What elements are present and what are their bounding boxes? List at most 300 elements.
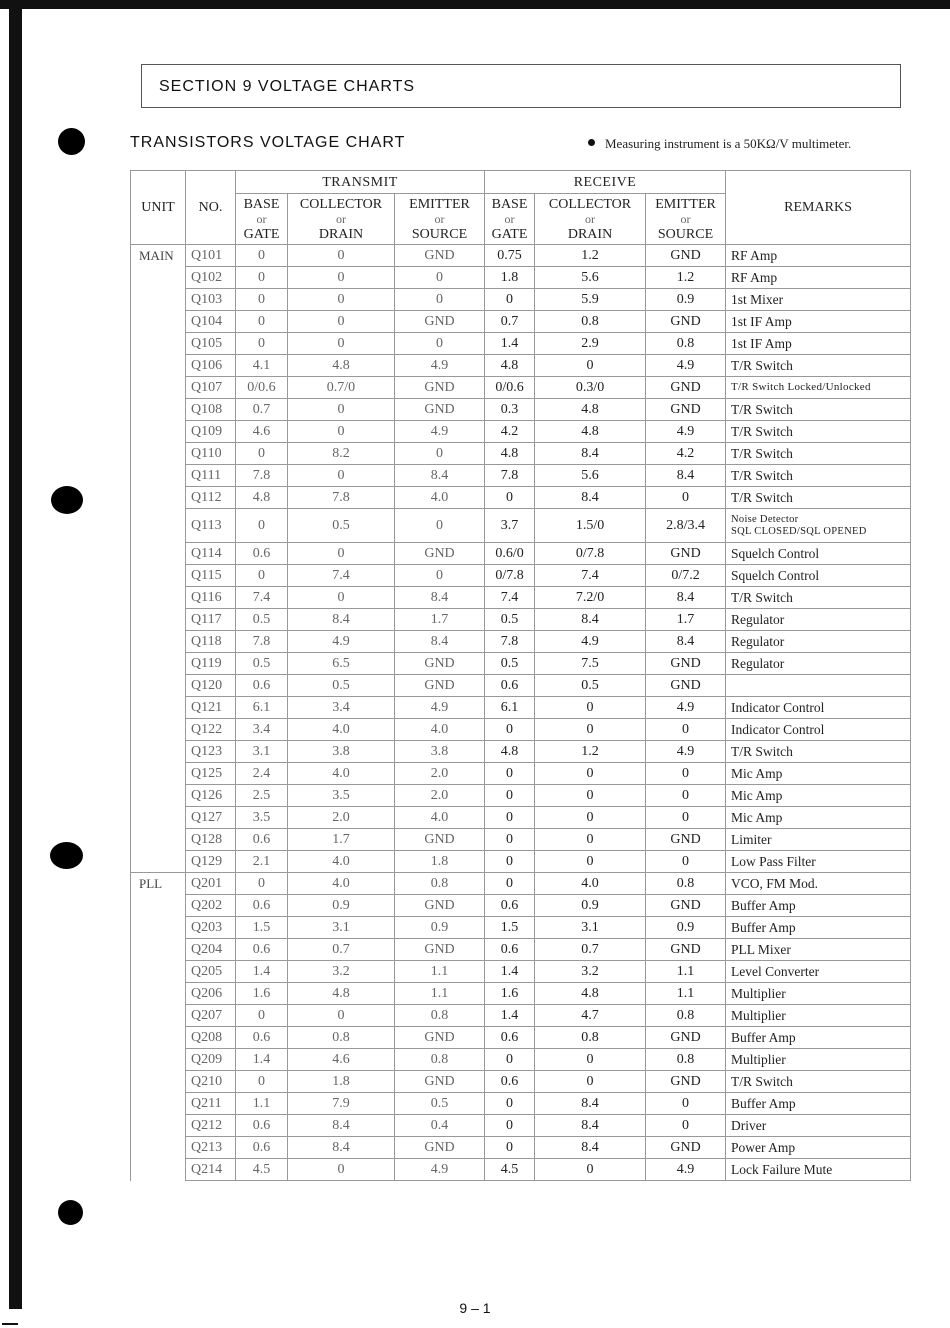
transistor-no: Q209 bbox=[186, 1049, 236, 1071]
table-row bbox=[131, 245, 911, 267]
cell-tx-emitter: 4.9 bbox=[395, 421, 485, 443]
header-tx-collector: COLLECTOR or DRAIN bbox=[288, 194, 395, 245]
remarks-cell: Driver bbox=[726, 1115, 911, 1137]
cell-tx-emitter: GND bbox=[395, 895, 485, 917]
remarks-cell: Regulator bbox=[726, 609, 911, 631]
cell-tx-collector: 0.7 bbox=[288, 939, 395, 961]
cell-tx-collector: 0 bbox=[288, 1159, 395, 1181]
table-row bbox=[131, 267, 911, 289]
cell-rx-base: 0.6 bbox=[485, 1071, 535, 1093]
cell-rx-emitter: 1.2 bbox=[646, 267, 726, 289]
unit-cell bbox=[131, 719, 186, 741]
cell-tx-base: 0.6 bbox=[236, 829, 288, 851]
cell-tx-collector: 0 bbox=[288, 587, 395, 609]
unit-cell bbox=[131, 675, 186, 697]
transistor-no: Q126 bbox=[186, 785, 236, 807]
unit-cell bbox=[131, 1005, 186, 1027]
cell-tx-collector: 4.9 bbox=[288, 631, 395, 653]
cell-rx-collector: 4.8 bbox=[535, 983, 646, 1005]
cell-tx-base: 1.6 bbox=[236, 983, 288, 1005]
cell-rx-base: 0.7 bbox=[485, 311, 535, 333]
unit-cell bbox=[131, 653, 186, 675]
cell-rx-emitter: GND bbox=[646, 895, 726, 917]
cell-rx-collector: 0 bbox=[535, 763, 646, 785]
cell-rx-collector: 0.8 bbox=[535, 311, 646, 333]
cell-tx-base: 0.6 bbox=[236, 1137, 288, 1159]
cell-tx-base: 0.6 bbox=[236, 895, 288, 917]
cell-rx-emitter: GND bbox=[646, 653, 726, 675]
cell-rx-emitter: GND bbox=[646, 311, 726, 333]
cell-tx-emitter: 0 bbox=[395, 565, 485, 587]
transistor-no: Q106 bbox=[186, 355, 236, 377]
cell-tx-base: 0 bbox=[236, 1071, 288, 1093]
header-rx-collector: COLLECTOR or DRAIN bbox=[535, 194, 646, 245]
cell-rx-base: 0 bbox=[485, 1137, 535, 1159]
table-row bbox=[131, 851, 911, 873]
cell-tx-base: 3.4 bbox=[236, 719, 288, 741]
transistor-no: Q103 bbox=[186, 289, 236, 311]
unit-cell bbox=[131, 543, 186, 565]
remarks-cell: Lock Failure Mute bbox=[726, 1159, 911, 1181]
unit-cell bbox=[131, 1159, 186, 1181]
transistor-no: Q110 bbox=[186, 443, 236, 465]
cell-rx-base: 0 bbox=[485, 763, 535, 785]
header-unit: UNIT bbox=[131, 171, 186, 245]
cell-rx-emitter: GND bbox=[646, 675, 726, 697]
header-transmit: TRANSMIT bbox=[236, 171, 485, 194]
cell-rx-base: 1.6 bbox=[485, 983, 535, 1005]
cell-tx-base: 0.7 bbox=[236, 399, 288, 421]
header-rx-emitter: EMITTER or SOURCE bbox=[646, 194, 726, 245]
cell-tx-base: 0 bbox=[236, 565, 288, 587]
cell-tx-emitter: 4.9 bbox=[395, 697, 485, 719]
cell-rx-collector: 7.4 bbox=[535, 565, 646, 587]
cell-rx-emitter: 0.8 bbox=[646, 1005, 726, 1027]
cell-tx-emitter: 1.1 bbox=[395, 983, 485, 1005]
cell-rx-base: 4.5 bbox=[485, 1159, 535, 1181]
cell-tx-base: 0.5 bbox=[236, 609, 288, 631]
header-no: NO. bbox=[186, 171, 236, 245]
unit-cell bbox=[131, 587, 186, 609]
unit-cell bbox=[131, 487, 186, 509]
punch-hole-icon bbox=[50, 842, 83, 869]
unit-cell bbox=[131, 851, 186, 873]
unit-cell bbox=[131, 333, 186, 355]
remarks-line: SQL CLOSED/SQL OPENED bbox=[731, 525, 867, 537]
cell-rx-collector: 8.4 bbox=[535, 609, 646, 631]
cell-rx-collector: 0 bbox=[535, 719, 646, 741]
unit-cell bbox=[131, 1027, 186, 1049]
transistor-no: Q202 bbox=[186, 895, 236, 917]
transistor-no: Q109 bbox=[186, 421, 236, 443]
cell-tx-collector: 6.5 bbox=[288, 653, 395, 675]
unit-cell bbox=[131, 763, 186, 785]
remarks-cell: T/R Switch bbox=[726, 421, 911, 443]
cell-tx-base: 1.1 bbox=[236, 1093, 288, 1115]
cell-rx-emitter: GND bbox=[646, 399, 726, 421]
unit-cell bbox=[131, 1115, 186, 1137]
cell-tx-collector: 4.6 bbox=[288, 1049, 395, 1071]
cell-rx-collector: 4.8 bbox=[535, 399, 646, 421]
cell-tx-collector: 0 bbox=[288, 289, 395, 311]
cell-rx-collector: 0 bbox=[535, 851, 646, 873]
remarks-cell: Limiter bbox=[726, 829, 911, 851]
unit-cell bbox=[131, 377, 186, 399]
unit-cell bbox=[131, 1137, 186, 1159]
cell-rx-base: 0 bbox=[485, 851, 535, 873]
cell-tx-emitter: GND bbox=[395, 675, 485, 697]
cell-tx-emitter: 0.9 bbox=[395, 917, 485, 939]
cell-tx-base: 0.6 bbox=[236, 675, 288, 697]
cell-tx-collector: 4.0 bbox=[288, 873, 395, 895]
transistor-no: Q127 bbox=[186, 807, 236, 829]
cell-tx-emitter: 0.4 bbox=[395, 1115, 485, 1137]
cell-rx-collector: 8.4 bbox=[535, 1137, 646, 1159]
cell-tx-emitter: 0 bbox=[395, 267, 485, 289]
cell-rx-base: 1.4 bbox=[485, 1005, 535, 1027]
cell-rx-collector: 0 bbox=[535, 1071, 646, 1093]
top-border bbox=[0, 0, 950, 9]
table-row bbox=[131, 983, 911, 1005]
remarks-cell: T/R Switch bbox=[726, 1071, 911, 1093]
unit-cell bbox=[131, 1093, 186, 1115]
note-text: Measuring instrument is a 50KΩ/V multimeter. bbox=[605, 136, 852, 151]
cell-tx-emitter: 0.5 bbox=[395, 1093, 485, 1115]
cell-rx-collector: 8.4 bbox=[535, 1093, 646, 1115]
cell-tx-base: 4.6 bbox=[236, 421, 288, 443]
transistor-no: Q120 bbox=[186, 675, 236, 697]
transistor-no: Q201 bbox=[186, 873, 236, 895]
unit-cell bbox=[131, 1049, 186, 1071]
cell-rx-base: 4.8 bbox=[485, 741, 535, 763]
remarks-cell: T/R Switch bbox=[726, 741, 911, 763]
transistor-no: Q118 bbox=[186, 631, 236, 653]
cell-tx-emitter: 4.0 bbox=[395, 807, 485, 829]
cell-rx-collector: 2.9 bbox=[535, 333, 646, 355]
transistor-no: Q129 bbox=[186, 851, 236, 873]
transistor-no: Q112 bbox=[186, 487, 236, 509]
cell-tx-base: 0 bbox=[236, 1005, 288, 1027]
cell-tx-collector: 4.8 bbox=[288, 355, 395, 377]
cell-tx-base: 0.6 bbox=[236, 543, 288, 565]
transistor-no: Q122 bbox=[186, 719, 236, 741]
cell-tx-emitter: GND bbox=[395, 653, 485, 675]
cell-rx-emitter: 0 bbox=[646, 763, 726, 785]
table-row bbox=[131, 399, 911, 421]
cell-rx-emitter: 0 bbox=[646, 807, 726, 829]
table-row bbox=[131, 377, 911, 399]
cell-tx-base: 4.1 bbox=[236, 355, 288, 377]
cell-rx-emitter: GND bbox=[646, 1137, 726, 1159]
cell-rx-emitter: 4.2 bbox=[646, 443, 726, 465]
remarks-cell: Indicator Control bbox=[726, 697, 911, 719]
cell-tx-collector: 1.8 bbox=[288, 1071, 395, 1093]
unit-cell bbox=[131, 983, 186, 1005]
cell-rx-base: 0 bbox=[485, 807, 535, 829]
table-row bbox=[131, 609, 911, 631]
cell-tx-base: 7.4 bbox=[236, 587, 288, 609]
unit-cell bbox=[131, 399, 186, 421]
cell-tx-base: 0 bbox=[236, 289, 288, 311]
transistor-no: Q108 bbox=[186, 399, 236, 421]
table-row bbox=[131, 675, 911, 697]
cell-tx-emitter: 1.1 bbox=[395, 961, 485, 983]
cell-rx-emitter: 1.7 bbox=[646, 609, 726, 631]
table-row bbox=[131, 587, 911, 609]
cell-tx-collector: 0 bbox=[288, 421, 395, 443]
cell-tx-collector: 3.4 bbox=[288, 697, 395, 719]
table-row bbox=[131, 465, 911, 487]
cell-tx-base: 0.6 bbox=[236, 1027, 288, 1049]
unit-cell bbox=[131, 565, 186, 587]
cell-tx-collector: 3.1 bbox=[288, 917, 395, 939]
unit-cell bbox=[131, 895, 186, 917]
remarks-cell: RF Amp bbox=[726, 245, 911, 267]
cell-rx-collector: 4.8 bbox=[535, 421, 646, 443]
section-header bbox=[141, 64, 901, 108]
remarks-line: Noise Detector bbox=[731, 513, 799, 525]
table-row bbox=[131, 785, 911, 807]
cell-rx-base: 3.7 bbox=[485, 509, 535, 543]
cell-tx-base: 1.4 bbox=[236, 961, 288, 983]
cell-rx-base: 0 bbox=[485, 289, 535, 311]
remarks-cell: Buffer Amp bbox=[726, 895, 911, 917]
cell-tx-collector: 4.0 bbox=[288, 763, 395, 785]
cell-rx-emitter: 0 bbox=[646, 719, 726, 741]
remarks-cell: Low Pass Filter bbox=[726, 851, 911, 873]
voltage-table bbox=[130, 170, 911, 1181]
corner-mark bbox=[2, 1323, 18, 1325]
cell-rx-emitter: 4.9 bbox=[646, 1159, 726, 1181]
cell-tx-base: 0 bbox=[236, 311, 288, 333]
unit-cell bbox=[131, 697, 186, 719]
section-title: SECTION 9 VOLTAGE CHARTS bbox=[159, 78, 416, 95]
cell-tx-base: 1.4 bbox=[236, 1049, 288, 1071]
table-body bbox=[131, 245, 911, 1181]
cell-tx-emitter: 4.9 bbox=[395, 355, 485, 377]
unit-cell bbox=[131, 509, 186, 543]
cell-tx-emitter: GND bbox=[395, 1071, 485, 1093]
cell-tx-emitter: GND bbox=[395, 245, 485, 267]
transistor-no: Q121 bbox=[186, 697, 236, 719]
table-row bbox=[131, 289, 911, 311]
cell-tx-emitter: 1.8 bbox=[395, 851, 485, 873]
remarks-cell: Mic Amp bbox=[726, 763, 911, 785]
cell-rx-collector: 0.3/0 bbox=[535, 377, 646, 399]
table-row bbox=[131, 961, 911, 983]
unit-cell bbox=[131, 917, 186, 939]
cell-tx-collector: 0 bbox=[288, 311, 395, 333]
cell-rx-collector: 8.4 bbox=[535, 443, 646, 465]
table-row bbox=[131, 1071, 911, 1093]
cell-rx-base: 0.6 bbox=[485, 1027, 535, 1049]
cell-tx-base: 2.1 bbox=[236, 851, 288, 873]
measurement-note bbox=[588, 136, 851, 152]
cell-tx-emitter: GND bbox=[395, 377, 485, 399]
table-row bbox=[131, 829, 911, 851]
remarks-cell: T/R Switch Locked/Unlocked bbox=[726, 377, 911, 399]
transistor-no: Q208 bbox=[186, 1027, 236, 1049]
table-row bbox=[131, 697, 911, 719]
remarks-cell: T/R Switch bbox=[726, 587, 911, 609]
unit-cell bbox=[131, 1071, 186, 1093]
unit-cell bbox=[131, 289, 186, 311]
cell-rx-emitter: 1.1 bbox=[646, 961, 726, 983]
cell-rx-base: 0.5 bbox=[485, 609, 535, 631]
cell-rx-base: 0 bbox=[485, 719, 535, 741]
cell-tx-collector: 7.8 bbox=[288, 487, 395, 509]
cell-rx-base: 0.6 bbox=[485, 895, 535, 917]
cell-rx-base: 0 bbox=[485, 1093, 535, 1115]
transistor-no: Q206 bbox=[186, 983, 236, 1005]
cell-tx-base: 0.6 bbox=[236, 1115, 288, 1137]
transistor-no: Q211 bbox=[186, 1093, 236, 1115]
cell-rx-collector: 0.5 bbox=[535, 675, 646, 697]
table-row bbox=[131, 939, 911, 961]
cell-rx-emitter: 0 bbox=[646, 851, 726, 873]
cell-tx-collector: 4.0 bbox=[288, 851, 395, 873]
cell-tx-base: 3.1 bbox=[236, 741, 288, 763]
remarks-cell: 1st IF Amp bbox=[726, 333, 911, 355]
cell-rx-collector: 0 bbox=[535, 1049, 646, 1071]
cell-tx-emitter: 0.8 bbox=[395, 1049, 485, 1071]
table-row bbox=[131, 355, 911, 377]
cell-rx-collector: 0/7.8 bbox=[535, 543, 646, 565]
cell-rx-emitter: 0 bbox=[646, 1093, 726, 1115]
cell-tx-collector: 0.9 bbox=[288, 895, 395, 917]
remarks-cell: Squelch Control bbox=[726, 543, 911, 565]
table-row bbox=[131, 1159, 911, 1181]
remarks-cell: 1st Mixer bbox=[726, 289, 911, 311]
cell-rx-collector: 8.4 bbox=[535, 487, 646, 509]
remarks-cell: RF Amp bbox=[726, 267, 911, 289]
cell-rx-emitter: GND bbox=[646, 245, 726, 267]
cell-rx-emitter: 8.4 bbox=[646, 587, 726, 609]
page-number: 9 – 1 bbox=[459, 1300, 491, 1316]
table-row bbox=[131, 653, 911, 675]
transistor-no: Q119 bbox=[186, 653, 236, 675]
cell-tx-collector: 7.4 bbox=[288, 565, 395, 587]
transistor-no: Q114 bbox=[186, 543, 236, 565]
cell-tx-collector: 7.9 bbox=[288, 1093, 395, 1115]
cell-tx-emitter: 4.0 bbox=[395, 719, 485, 741]
table-row bbox=[131, 443, 911, 465]
table-row bbox=[131, 807, 911, 829]
cell-tx-base: 0 bbox=[236, 245, 288, 267]
cell-tx-collector: 3.8 bbox=[288, 741, 395, 763]
transistor-no: Q128 bbox=[186, 829, 236, 851]
transistor-no: Q214 bbox=[186, 1159, 236, 1181]
cell-tx-base: 1.5 bbox=[236, 917, 288, 939]
cell-rx-collector: 0 bbox=[535, 1159, 646, 1181]
cell-rx-base: 0/0.6 bbox=[485, 377, 535, 399]
cell-rx-base: 4.2 bbox=[485, 421, 535, 443]
cell-rx-collector: 0 bbox=[535, 355, 646, 377]
remarks-cell: 1st IF Amp bbox=[726, 311, 911, 333]
cell-tx-collector: 3.5 bbox=[288, 785, 395, 807]
cell-rx-base: 1.5 bbox=[485, 917, 535, 939]
table-row bbox=[131, 543, 911, 565]
cell-rx-emitter: GND bbox=[646, 1071, 726, 1093]
cell-tx-collector: 0 bbox=[288, 333, 395, 355]
cell-tx-base: 0/0.6 bbox=[236, 377, 288, 399]
cell-rx-collector: 3.2 bbox=[535, 961, 646, 983]
transistor-no: Q101 bbox=[186, 245, 236, 267]
cell-rx-base: 0.5 bbox=[485, 653, 535, 675]
header-remarks: REMARKS bbox=[726, 171, 911, 245]
transistor-no: Q203 bbox=[186, 917, 236, 939]
transistor-no: Q104 bbox=[186, 311, 236, 333]
cell-rx-base: 0 bbox=[485, 1049, 535, 1071]
remarks-cell: Indicator Control bbox=[726, 719, 911, 741]
remarks-cell: Level Converter bbox=[726, 961, 911, 983]
cell-rx-emitter: 2.8/3.4 bbox=[646, 509, 726, 543]
transistor-no: Q117 bbox=[186, 609, 236, 631]
remarks-cell: Regulator bbox=[726, 631, 911, 653]
cell-rx-collector: 5.9 bbox=[535, 289, 646, 311]
cell-tx-emitter: 4.9 bbox=[395, 1159, 485, 1181]
cell-rx-emitter: 0/7.2 bbox=[646, 565, 726, 587]
cell-rx-base: 0.6 bbox=[485, 675, 535, 697]
cell-rx-emitter: 0.8 bbox=[646, 1049, 726, 1071]
cell-tx-collector: 0 bbox=[288, 1005, 395, 1027]
cell-rx-collector: 1.2 bbox=[535, 741, 646, 763]
cell-tx-emitter: 0 bbox=[395, 509, 485, 543]
cell-tx-base: 3.5 bbox=[236, 807, 288, 829]
remarks-cell: Buffer Amp bbox=[726, 1027, 911, 1049]
cell-rx-emitter: 0.8 bbox=[646, 333, 726, 355]
cell-tx-emitter: 8.4 bbox=[395, 631, 485, 653]
table-row bbox=[131, 873, 911, 895]
unit-label: PLL bbox=[131, 873, 186, 895]
cell-tx-collector: 0.5 bbox=[288, 509, 395, 543]
transistor-no: Q212 bbox=[186, 1115, 236, 1137]
cell-rx-emitter: GND bbox=[646, 939, 726, 961]
cell-rx-base: 0.6 bbox=[485, 939, 535, 961]
cell-rx-base: 1.8 bbox=[485, 267, 535, 289]
cell-tx-emitter: GND bbox=[395, 1027, 485, 1049]
cell-tx-base: 0 bbox=[236, 509, 288, 543]
transistor-no: Q210 bbox=[186, 1071, 236, 1093]
header-tx-emitter: EMITTER or SOURCE bbox=[395, 194, 485, 245]
cell-rx-base: 0.6/0 bbox=[485, 543, 535, 565]
cell-rx-emitter: 4.9 bbox=[646, 355, 726, 377]
remarks-cell: Squelch Control bbox=[726, 565, 911, 587]
table-row bbox=[131, 719, 911, 741]
transistor-no: Q107 bbox=[186, 377, 236, 399]
table-row bbox=[131, 917, 911, 939]
cell-rx-base: 0/7.8 bbox=[485, 565, 535, 587]
cell-rx-base: 1.4 bbox=[485, 333, 535, 355]
cell-rx-base: 0 bbox=[485, 487, 535, 509]
cell-rx-emitter: GND bbox=[646, 829, 726, 851]
cell-tx-collector: 3.2 bbox=[288, 961, 395, 983]
unit-cell bbox=[131, 961, 186, 983]
remarks-cell: Mic Amp bbox=[726, 807, 911, 829]
cell-rx-emitter: 4.9 bbox=[646, 741, 726, 763]
unit-label: MAIN bbox=[131, 245, 186, 267]
cell-tx-emitter: 8.4 bbox=[395, 587, 485, 609]
cell-tx-base: 0 bbox=[236, 873, 288, 895]
cell-tx-emitter: 2.0 bbox=[395, 785, 485, 807]
cell-tx-base: 0 bbox=[236, 443, 288, 465]
cell-tx-base: 0.6 bbox=[236, 939, 288, 961]
transistor-no: Q207 bbox=[186, 1005, 236, 1027]
remarks-cell: Mic Amp bbox=[726, 785, 911, 807]
table-row bbox=[131, 1137, 911, 1159]
unit-cell bbox=[131, 465, 186, 487]
remarks-cell: Regulator bbox=[726, 653, 911, 675]
